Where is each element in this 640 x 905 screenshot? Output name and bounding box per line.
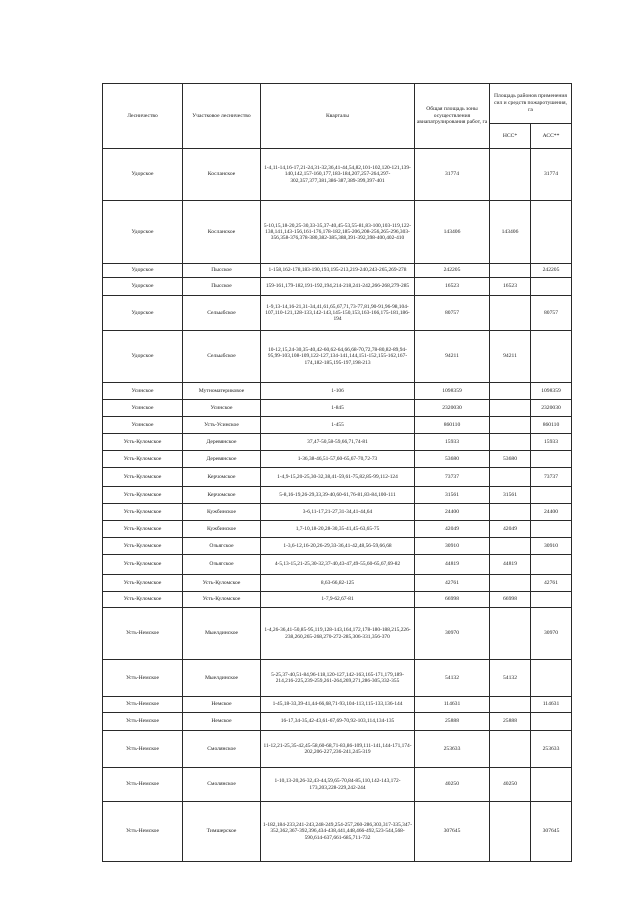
area-cell: 42049 [415, 521, 490, 538]
district-cell: Немское [183, 713, 261, 731]
area-cell: 94211 [415, 331, 490, 383]
district-cell: Деревянское [183, 451, 261, 468]
ncc-cell: 25888 [490, 713, 531, 731]
area-cell: 66998 [415, 592, 490, 608]
table-row [103, 504, 572, 521]
ncc-cell: 44819 [490, 555, 531, 575]
area-cell: 31561 [415, 487, 490, 504]
forestry-cell: Усть-Куломское [103, 521, 183, 538]
ncc-cell: 94211 [490, 331, 531, 383]
forest-zones-table [102, 83, 572, 862]
header-forestry: Лесничество [103, 84, 183, 149]
quarters-cell: 1-4,26-36,41-50,85-95,119,128-143,164,172,178-180-188,215,226-238,260,265-268,270-272-285,306-331,356-370 [261, 608, 415, 660]
ncc-cell [490, 575, 531, 592]
area-cell: 42761 [415, 575, 490, 592]
acc-cell [531, 768, 572, 802]
ncc-cell [490, 400, 531, 417]
quarters-cell: 4-5,13-15,21-25,30-32,37-40,43-47,49-55,60-65,67,69-82 [261, 555, 415, 575]
forestry-cell: Усть-Немское [103, 660, 183, 697]
ncc-cell: 16523 [490, 278, 531, 296]
district-cell: Косланское [183, 149, 261, 201]
forestry-cell: Усть-Немское [103, 608, 183, 660]
area-cell: 2320030 [415, 400, 490, 417]
quarters-cell: 11-12,21-25,35-42,45-58,60-68,71-83,86-109,111-141,144-171,174-202,206-227,236-241,245-319 [261, 731, 415, 768]
acc-cell: 15933 [531, 434, 572, 451]
ncc-cell [490, 417, 531, 434]
forestry-cell: Усть-Куломское [103, 592, 183, 608]
forestry-cell: Усинское [103, 400, 183, 417]
quarters-cell: 1-158,162-178,183-190,193,195-213,219-240,243-265,269-278 [261, 264, 415, 278]
district-cell: Смолянское [183, 768, 261, 802]
ncc-cell: 31561 [490, 487, 531, 504]
acc-cell: 73737 [531, 468, 572, 487]
district-cell: Пысское [183, 278, 261, 296]
forestry-cell: Усть-Немское [103, 802, 183, 862]
acc-cell: 24400 [531, 504, 572, 521]
table-row [103, 201, 572, 264]
area-cell: 30910 [415, 538, 490, 555]
ncc-cell [490, 731, 531, 768]
ncc-cell: 53680 [490, 451, 531, 468]
quarters-cell: 5-25,37-40,51-84,96-118,120-127,142-163,165-171,179,189-214,216-225,239-259,261-264,269,271,286-305,332-355 [261, 660, 415, 697]
forestry-cell: Усть-Куломское [103, 451, 183, 468]
table-row [103, 608, 572, 660]
table-row [103, 278, 572, 296]
area-cell: 54132 [415, 660, 490, 697]
district-cell: Озъягское [183, 555, 261, 575]
area-cell: 44819 [415, 555, 490, 575]
quarters-cell: 159-161,179-182,191-192,194,214-218,241-242,266-268,279-285 [261, 278, 415, 296]
ncc-cell [490, 468, 531, 487]
acc-cell: 242205 [531, 264, 572, 278]
district-cell: Сельыбское [183, 296, 261, 331]
forestry-cell: Удорское [103, 201, 183, 264]
table-row [103, 383, 572, 400]
quarters-cell: 1,7-10,18-20,28-30,35-41,45-63,65-75 [261, 521, 415, 538]
acc-cell: 253633 [531, 731, 572, 768]
acc-cell [531, 451, 572, 468]
area-cell: 15933 [415, 434, 490, 451]
header-acc: АСС** [531, 124, 572, 149]
district-cell: Немское [183, 697, 261, 713]
acc-cell: 42761 [531, 575, 572, 592]
district-cell: Косланское [183, 201, 261, 264]
district-cell: Усть-Усинское [183, 417, 261, 434]
table-row [103, 451, 572, 468]
district-cell: Озъягское [183, 538, 261, 555]
area-cell: 307645 [415, 802, 490, 862]
forestry-cell: Усть-Куломское [103, 434, 183, 451]
district-cell: Деревянское [183, 434, 261, 451]
district-cell: Тимшерское [183, 802, 261, 862]
ncc-cell [490, 264, 531, 278]
table-row [103, 592, 572, 608]
district-cell: Усть-Куломское [183, 575, 261, 592]
forestry-cell: Усинское [103, 383, 183, 400]
quarters-cell: 10-12,15,24-30,35-40,42-60,62-64,66,68-70,72,78-80,82-89,94-95,99-103,108-109,122-127,134-141,144,151-152,155-162,167-174,182-185,195-197,198-213 [261, 331, 415, 383]
quarters-cell: 1-182,184-233,241-243,248-249,254-257,260-286,303,317-335,347-352,362,367-392,396,434-438,441,448,466-492,523-544,568-590,614-637,661-685,711-732 [261, 802, 415, 862]
table-row [103, 731, 572, 768]
area-cell: 143406 [415, 201, 490, 264]
acc-cell [531, 278, 572, 296]
area-cell: 24400 [415, 504, 490, 521]
forestry-cell: Усть-Куломское [103, 555, 183, 575]
forestry-cell: Усть-Немское [103, 697, 183, 713]
acc-cell [531, 555, 572, 575]
district-cell: Пысское [183, 264, 261, 278]
area-cell: 31774 [415, 149, 490, 201]
quarters-cell: 5-8,16-19,26-29,33,39-40,60-61,76-81,83-84,100-111 [261, 487, 415, 504]
forestry-cell: Удорское [103, 331, 183, 383]
quarters-cell: 1-4,9-15,20-25,30-32,38,41-59,61-75,82,85-99,112-124 [261, 468, 415, 487]
ncc-cell [490, 802, 531, 862]
acc-cell [531, 521, 572, 538]
acc-cell: 80757 [531, 296, 572, 331]
acc-cell: 2320030 [531, 400, 572, 417]
district-cell: Кужбинское [183, 521, 261, 538]
ncc-cell: 40250 [490, 768, 531, 802]
district-cell: Усинское [183, 400, 261, 417]
table-row [103, 468, 572, 487]
district-cell: Керчомское [183, 487, 261, 504]
ncc-cell [490, 434, 531, 451]
forestry-cell: Усть-Немское [103, 731, 183, 768]
district-cell: Мыелдинское [183, 660, 261, 697]
area-cell: 25888 [415, 713, 490, 731]
table-row [103, 555, 572, 575]
forestry-cell: Усть-Куломское [103, 575, 183, 592]
ncc-cell [490, 538, 531, 555]
forestry-cell: Усть-Немское [103, 713, 183, 731]
area-cell: 1098359 [415, 383, 490, 400]
acc-cell [531, 660, 572, 697]
quarters-cell: 3-6,11-17,21-27,31-34,41-44,64 [261, 504, 415, 521]
area-cell: 73737 [415, 468, 490, 487]
area-cell: 114631 [415, 697, 490, 713]
district-cell: Сельыбское [183, 331, 261, 383]
district-cell: Керчомское [183, 468, 261, 487]
forestry-cell: Усть-Куломское [103, 504, 183, 521]
table-body [103, 149, 572, 862]
ncc-cell [490, 383, 531, 400]
quarters-cell: 1-45,18-33,39-41,44-66,68,71-93,104-113,115-133,136-144 [261, 697, 415, 713]
quarters-cell: 1-3,6-12,16-20,26-29,33-36,41-42,48,56-59,66,68 [261, 538, 415, 555]
forestry-cell: Усть-Немское [103, 768, 183, 802]
acc-cell [531, 201, 572, 264]
quarters-cell: 1-106 [261, 383, 415, 400]
quarters-cell: 1-455 [261, 417, 415, 434]
forestry-cell: Удорское [103, 278, 183, 296]
area-cell: 40250 [415, 768, 490, 802]
area-cell: 80757 [415, 296, 490, 331]
table-row [103, 149, 572, 201]
district-cell: Кужбинское [183, 504, 261, 521]
ncc-cell [490, 504, 531, 521]
area-cell: 860110 [415, 417, 490, 434]
table-row [103, 768, 572, 802]
area-cell: 30970 [415, 608, 490, 660]
quarters-cell: 16-17,34-35,42-43,61-67,69-70,92-103,114,134-135 [261, 713, 415, 731]
header-district: Участковое лесничество [183, 84, 261, 149]
acc-cell [531, 487, 572, 504]
table-row [103, 331, 572, 383]
acc-cell: 31774 [531, 149, 572, 201]
ncc-cell [490, 697, 531, 713]
table-row [103, 660, 572, 697]
ncc-cell: 54132 [490, 660, 531, 697]
forestry-cell: Усть-Куломское [103, 468, 183, 487]
area-cell: 16523 [415, 278, 490, 296]
quarters-cell: 5-10,15,18-20,25-30,33-35,37-40,45-53,55-81,83-100,103-119,122-138,141,143-156,161-176,178-182,185-206,208-256,265-296,303-356,358-376,378-380,382-385,388,391-392,398-400,402-410 [261, 201, 415, 264]
quarters-cell: 1-36,38-46,51-57,60-65,67-70,72-73 [261, 451, 415, 468]
ncc-cell: 42049 [490, 521, 531, 538]
acc-cell: 307645 [531, 802, 572, 862]
table-row [103, 521, 572, 538]
acc-cell: 30910 [531, 538, 572, 555]
header-quarters: Кварталы [261, 84, 415, 149]
forestry-cell: Усть-Куломское [103, 538, 183, 555]
header-ncc: НСС* [490, 124, 531, 149]
acc-cell [531, 713, 572, 731]
forestry-cell: Удорское [103, 149, 183, 201]
acc-cell: 1098359 [531, 383, 572, 400]
forestry-cell: Удорское [103, 296, 183, 331]
district-cell: Усть-Куломское [183, 592, 261, 608]
ncc-cell: 66998 [490, 592, 531, 608]
acc-cell: 860110 [531, 417, 572, 434]
table-row [103, 400, 572, 417]
quarters-cell: 1-7,9-62,67-81 [261, 592, 415, 608]
table-row [103, 434, 572, 451]
quarters-cell: 1-9,13-14,16-21,31-34,41,61,65,67,71,73-77,81,90-91,96-98,104-107,110-121,128-133,142-143,145-150,153,163-166,175-181,186-194 [261, 296, 415, 331]
district-cell: Мыелдинское [183, 608, 261, 660]
table-row [103, 575, 572, 592]
ncc-cell: 143406 [490, 201, 531, 264]
district-cell: Смолянское [183, 731, 261, 768]
area-cell: 253633 [415, 731, 490, 768]
area-cell: 242205 [415, 264, 490, 278]
quarters-cell: 8,63-66,82-125 [261, 575, 415, 592]
forestry-cell: Усть-Куломское [103, 487, 183, 504]
quarters-cell: 1-10,13-20,26-32,43-44,59,65-70,84-85,110,142-143,172-173,203,228-229,242-244 [261, 768, 415, 802]
header-area: Общая площадь зоны осуществления авиапатрулирования работ, га [415, 84, 490, 149]
district-cell: Мутноматериковое [183, 383, 261, 400]
acc-cell [531, 592, 572, 608]
header-zones: Площадь районов применения сил и средств пожаротушения, га [490, 84, 572, 124]
area-cell: 53680 [415, 451, 490, 468]
table-row [103, 538, 572, 555]
ncc-cell [490, 296, 531, 331]
acc-cell: 114631 [531, 697, 572, 713]
quarters-cell: 1-4,11-14,16-17,21-24,31-32,36,41-44,54,82,101-102,120-121,139-140,142,157-160,177,183-184,207,257-264,297-302,357,377,381,386-387,389-399,397-401 [261, 149, 415, 201]
table-row [103, 713, 572, 731]
acc-cell: 30970 [531, 608, 572, 660]
acc-cell [531, 331, 572, 383]
quarters-cell: 37,47-50,58-59,66,71,74-81 [261, 434, 415, 451]
forestry-cell: Усинское [103, 417, 183, 434]
table-row [103, 697, 572, 713]
table-row [103, 802, 572, 862]
table-row [103, 264, 572, 278]
table-row [103, 417, 572, 434]
forestry-cell: Удорское [103, 264, 183, 278]
table-row [103, 296, 572, 331]
table-row [103, 487, 572, 504]
ncc-cell [490, 608, 531, 660]
ncc-cell [490, 149, 531, 201]
quarters-cell: 1-845 [261, 400, 415, 417]
